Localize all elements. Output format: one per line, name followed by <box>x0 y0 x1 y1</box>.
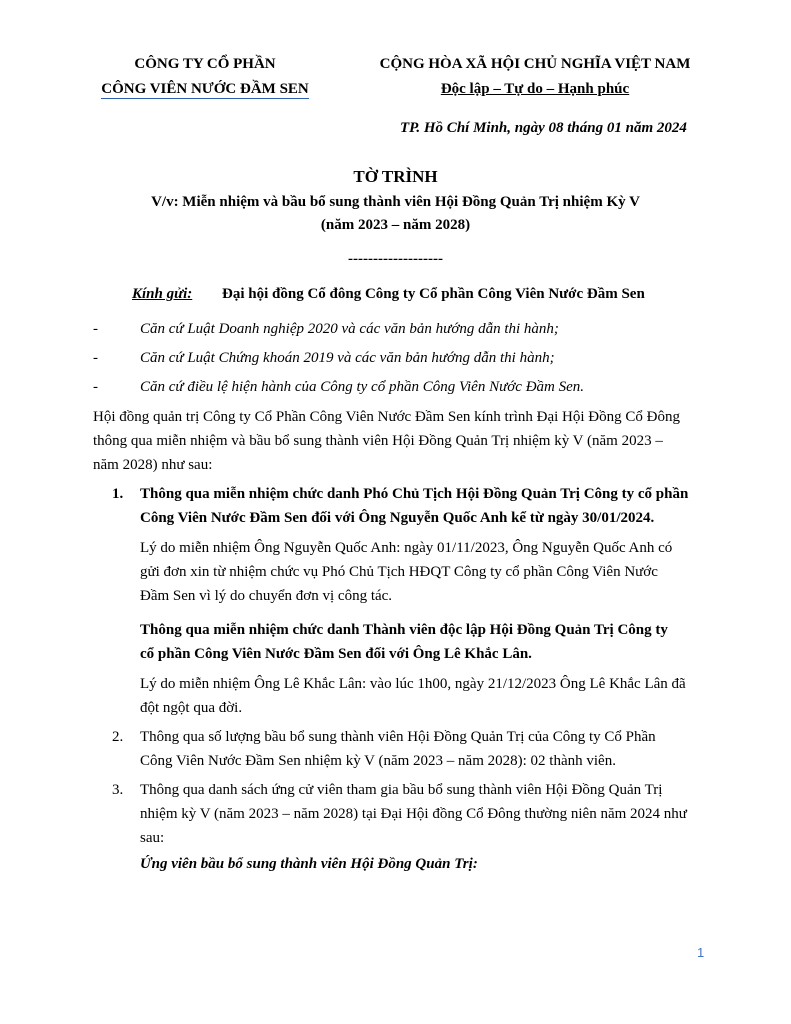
subject-line-2: (năm 2023 – năm 2028) <box>320 217 471 233</box>
page-number: 1 <box>697 945 705 960</box>
item2-line: Công Viên Nước Đầm Sen nhiệm kỳ V (năm 2023 – năm 2028): 02 thành viên. <box>140 753 616 769</box>
item-number: 1. <box>112 486 124 502</box>
nation-motto: Độc lập – Tự do – Hạnh phúc <box>440 81 630 97</box>
item1-reason-b-line: Lý do miễn nhiệm Ông Lê Khắc Lân: vào lúc 1h00, ngày 21/12/2023 Ông Lê Khắc Lân đã <box>140 676 686 692</box>
basis-item: Căn cứ Luật Chứng khoán 2019 và các văn bản hướng dẫn thi hành; <box>140 350 555 366</box>
item1-subheading-line: Thông qua miễn nhiệm chức danh Thành viên độc lập Hội Đồng Quản Trị Công ty <box>140 622 668 638</box>
intro-line: thông qua miễn nhiệm và bầu bổ sung thành viên Hội Đồng Quản Trị nhiệm kỳ V (năm 2023 – <box>93 433 663 449</box>
item1-reason-line: Lý do miễn nhiệm Ông Nguyễn Quốc Anh: ngày 01/11/2023, Ông Nguyễn Quốc Anh có <box>140 540 673 556</box>
separator: ------------------- <box>348 251 443 267</box>
item1-reason-line: Đầm Sen vì lý do chuyển đơn vị công tác. <box>140 588 393 604</box>
nation-title: CỘNG HÒA XÃ HỘI CHỦ NGHĨA VIỆT NAM <box>379 56 691 72</box>
item1-reason-b-line: đột ngột qua đời. <box>140 700 243 716</box>
list-dash: - <box>93 321 98 337</box>
company-name-line2 <box>95 81 315 98</box>
date-place: TP. Hồ Chí Minh, ngày 08 tháng 01 năm 2024 <box>400 120 687 136</box>
subject-line-1: V/v: Miễn nhiệm và bầu bổ sung thành viên Hội Đồng Quản Trị nhiệm Kỳ V <box>151 194 640 210</box>
item1-heading-line: Thông qua miễn nhiệm chức danh Phó Chủ Tịch Hội Đồng Quản Trị Công ty cổ phần <box>140 486 689 502</box>
item-number: 3. <box>112 782 124 798</box>
company-name-line1: CÔNG TY CỔ PHẦN <box>134 56 276 72</box>
item1-reason-line: gửi đơn xin từ nhiệm chức vụ Phó Chủ Tịch HĐQT Công ty cổ phần Công Viên Nước <box>140 564 658 580</box>
document-title: TỜ TRÌNH <box>353 167 438 186</box>
recipient-label: Kính gửi: <box>132 286 193 302</box>
list-dash: - <box>93 350 98 366</box>
item1-subheading-line: cổ phần Công Viên Nước Đầm Sen đối với Ông Lê Khắc Lân. <box>140 646 532 662</box>
intro-line: năm 2028) như sau: <box>93 457 213 473</box>
basis-item: Căn cứ Luật Doanh nghiệp 2020 và các văn bản hướng dẫn thi hành; <box>140 321 559 337</box>
recipient-text: Đại hội đồng Cổ đông Công ty Cổ phần Công Viên Nước Đầm Sen <box>222 286 645 302</box>
list-dash: - <box>93 379 98 395</box>
basis-item: Căn cứ điều lệ hiện hành của Công ty cổ phần Công Viên Nước Đầm Sen. <box>140 379 585 395</box>
item1-heading-line: Công Viên Nước Đầm Sen đối với Ông Nguyễn Quốc Anh kể từ ngày 30/01/2024. <box>140 510 655 526</box>
item3-line: nhiệm kỳ V (năm 2023 – năm 2028) tại Đại Hội đồng Cổ Đông thường niên năm 2024 như <box>140 806 687 822</box>
item3-line: Thông qua danh sách ứng cử viên tham gia bầu bổ sung thành viên Hội Đồng Quản Trị <box>140 782 663 798</box>
item2-line: Thông qua số lượng bầu bổ sung thành viên Hội Đồng Quản Trị của Công ty Cổ Phần <box>140 729 656 745</box>
item-number: 2. <box>112 729 124 745</box>
candidates-heading: Ứng viên bầu bổ sung thành viên Hội Đồng Quản Trị: <box>140 856 478 872</box>
intro-line: Hội đồng quản trị Công ty Cổ Phần Công Viên Nước Đầm Sen kính trình Đại Hội Đồng Cổ Đông <box>93 409 680 425</box>
company-name-text: CÔNG VIÊN NƯỚC ĐẦM SEN <box>101 81 309 97</box>
item3-line: sau: <box>140 830 165 846</box>
